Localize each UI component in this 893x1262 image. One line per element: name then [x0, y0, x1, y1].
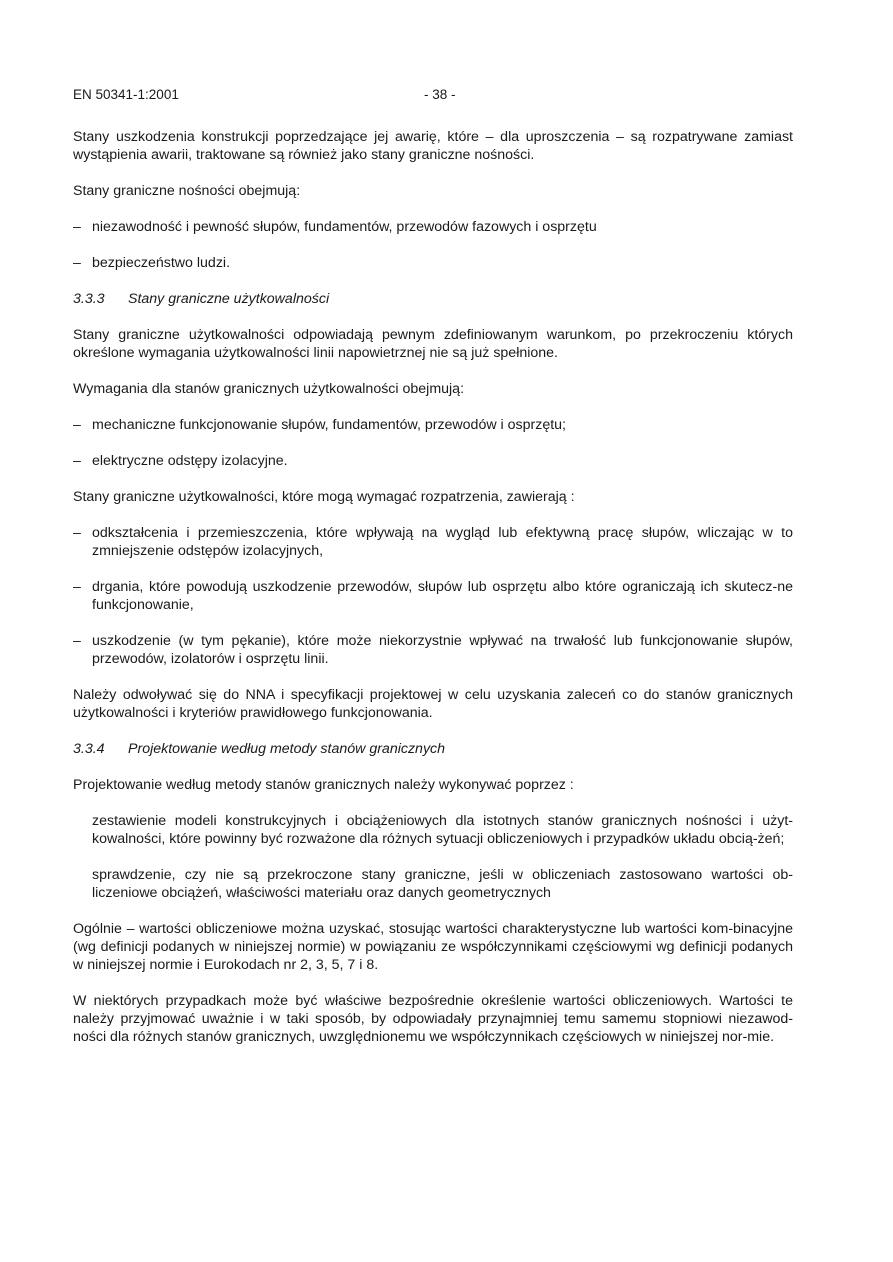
page-header: [73, 86, 793, 106]
indented-paragraph-verification: sprawdzenie, czy nie są przekroczone stany graniczne, jeśli w obliczeniach zastosowano wartości ob-liczeniowe obciążeń, właściwości materiału oraz danych geometrycznych: [92, 867, 793, 901]
dash-bullet: –: [73, 579, 81, 595]
paragraph-sls-requirements: Wymagania dla stanów granicznych użytkowalności obejmują:: [73, 381, 465, 397]
paragraph-uls-intro: Stany graniczne nośności obejmują:: [73, 183, 301, 199]
list-item: – mechaniczne funkcjonowanie słupów, fundamentów, przewodów i osprzętu;: [73, 417, 566, 433]
dash-bullet: –: [73, 417, 81, 433]
dash-bullet: –: [73, 219, 81, 235]
page-number: - 38 -: [424, 87, 456, 102]
paragraph-nna-reference: Należy odwoływać się do NNA i specyfikacji projektowej w celu uzyskania zaleceń co do stanów granicznych użytkowalności i kryteriów prawidłowego funkcjonowania.: [73, 687, 793, 721]
list-item: – drgania, które powodują uszkodzenie przewodów, słupów lub osprzętu albo które ograniczają ich skutecz-ne funkcjonowanie,: [73, 579, 793, 613]
indented-paragraph-models: zestawienie modeli konstrukcyjnych i obciążeniowych dla istotnych stanów granicznych nośności i użyt-kowalności, które powinny być rozważone dla różnych sytuacji obliczeniowych i przypadków układu obcią-żeń;: [92, 813, 793, 847]
page-body: [73, 128, 793, 1046]
list-item: – bezpieczeństwo ludzi.: [73, 255, 231, 271]
paragraph-direct-values: W niektórych przypadkach może być właściwe bezpośrednie określenie wartości obliczeniowych. Wartości te należy przyjmować uważnie i w taki sposób, by odpowiadały przynajmniej temu samemu stopniowi niezawod-ności dla różnych stanów granicznych, uwzględnionemu we współczynnikach częściowych w niniejszej nor-mie.: [73, 993, 793, 1045]
paragraph-design-values: Ogólnie – wartości obliczeniowe można uzyskać, stosując wartości charakterystyczne lub wartości kom-binacyjne (wg definicji podanych w niniejszej normie) w powiązaniu ze współczynnikami częściowymi wg definicji podanych w niniejszej normie i Eurokodach nr 2, 3, 5, 7 i 8.: [73, 921, 793, 973]
list-item: – niezawodność i pewność słupów, fundamentów, przewodów fazowych i osprzętu: [73, 219, 597, 235]
list-item: – odkształcenia i przemieszczenia, które wpływają na wygląd lub efektywną pracę słupów, wliczając w to zmniejszenie odstępów izolacyjnych,: [73, 525, 793, 559]
list-item: – uszkodzenie (w tym pękanie), które może niekorzystnie wpływać na trwałość lub funkcjonowanie słupów, przewodów, izolatorów i osprzętu linii.: [73, 633, 793, 667]
dash-bullet: –: [73, 453, 81, 469]
section-heading-3-3-3: 3.3.3 Stany graniczne użytkowalności: [73, 291, 330, 307]
dash-bullet: –: [73, 633, 81, 649]
dash-bullet: –: [73, 525, 81, 541]
section-heading-3-3-4: 3.3.4 Projektowanie według metody stanów granicznych: [73, 741, 446, 757]
document-id: EN 50341-1:2001: [73, 87, 179, 102]
paragraph-design-method: Projektowanie według metody stanów granicznych należy wykonywać poprzez :: [73, 777, 574, 793]
list-item: – elektryczne odstępy izolacyjne.: [73, 453, 288, 469]
paragraph-sls-definition: Stany graniczne użytkowalności odpowiadają pewnym zdefiniowanym warunkom, po przekroczeniu których określone wymagania użytkowalności linii napowietrznej nie są już spełnione.: [73, 327, 793, 361]
paragraph-sls-consider: Stany graniczne użytkowalności, które mogą wymagać rozpatrzenia, zawierają :: [73, 489, 575, 505]
paragraph-failure-states: Stany uszkodzenia konstrukcji poprzedzające jej awarię, które – dla uproszczenia – są rozpatrywane zamiast wystąpienia awarii, traktowane są również jako stany graniczne nośności.: [73, 129, 793, 163]
dash-bullet: –: [73, 255, 81, 271]
